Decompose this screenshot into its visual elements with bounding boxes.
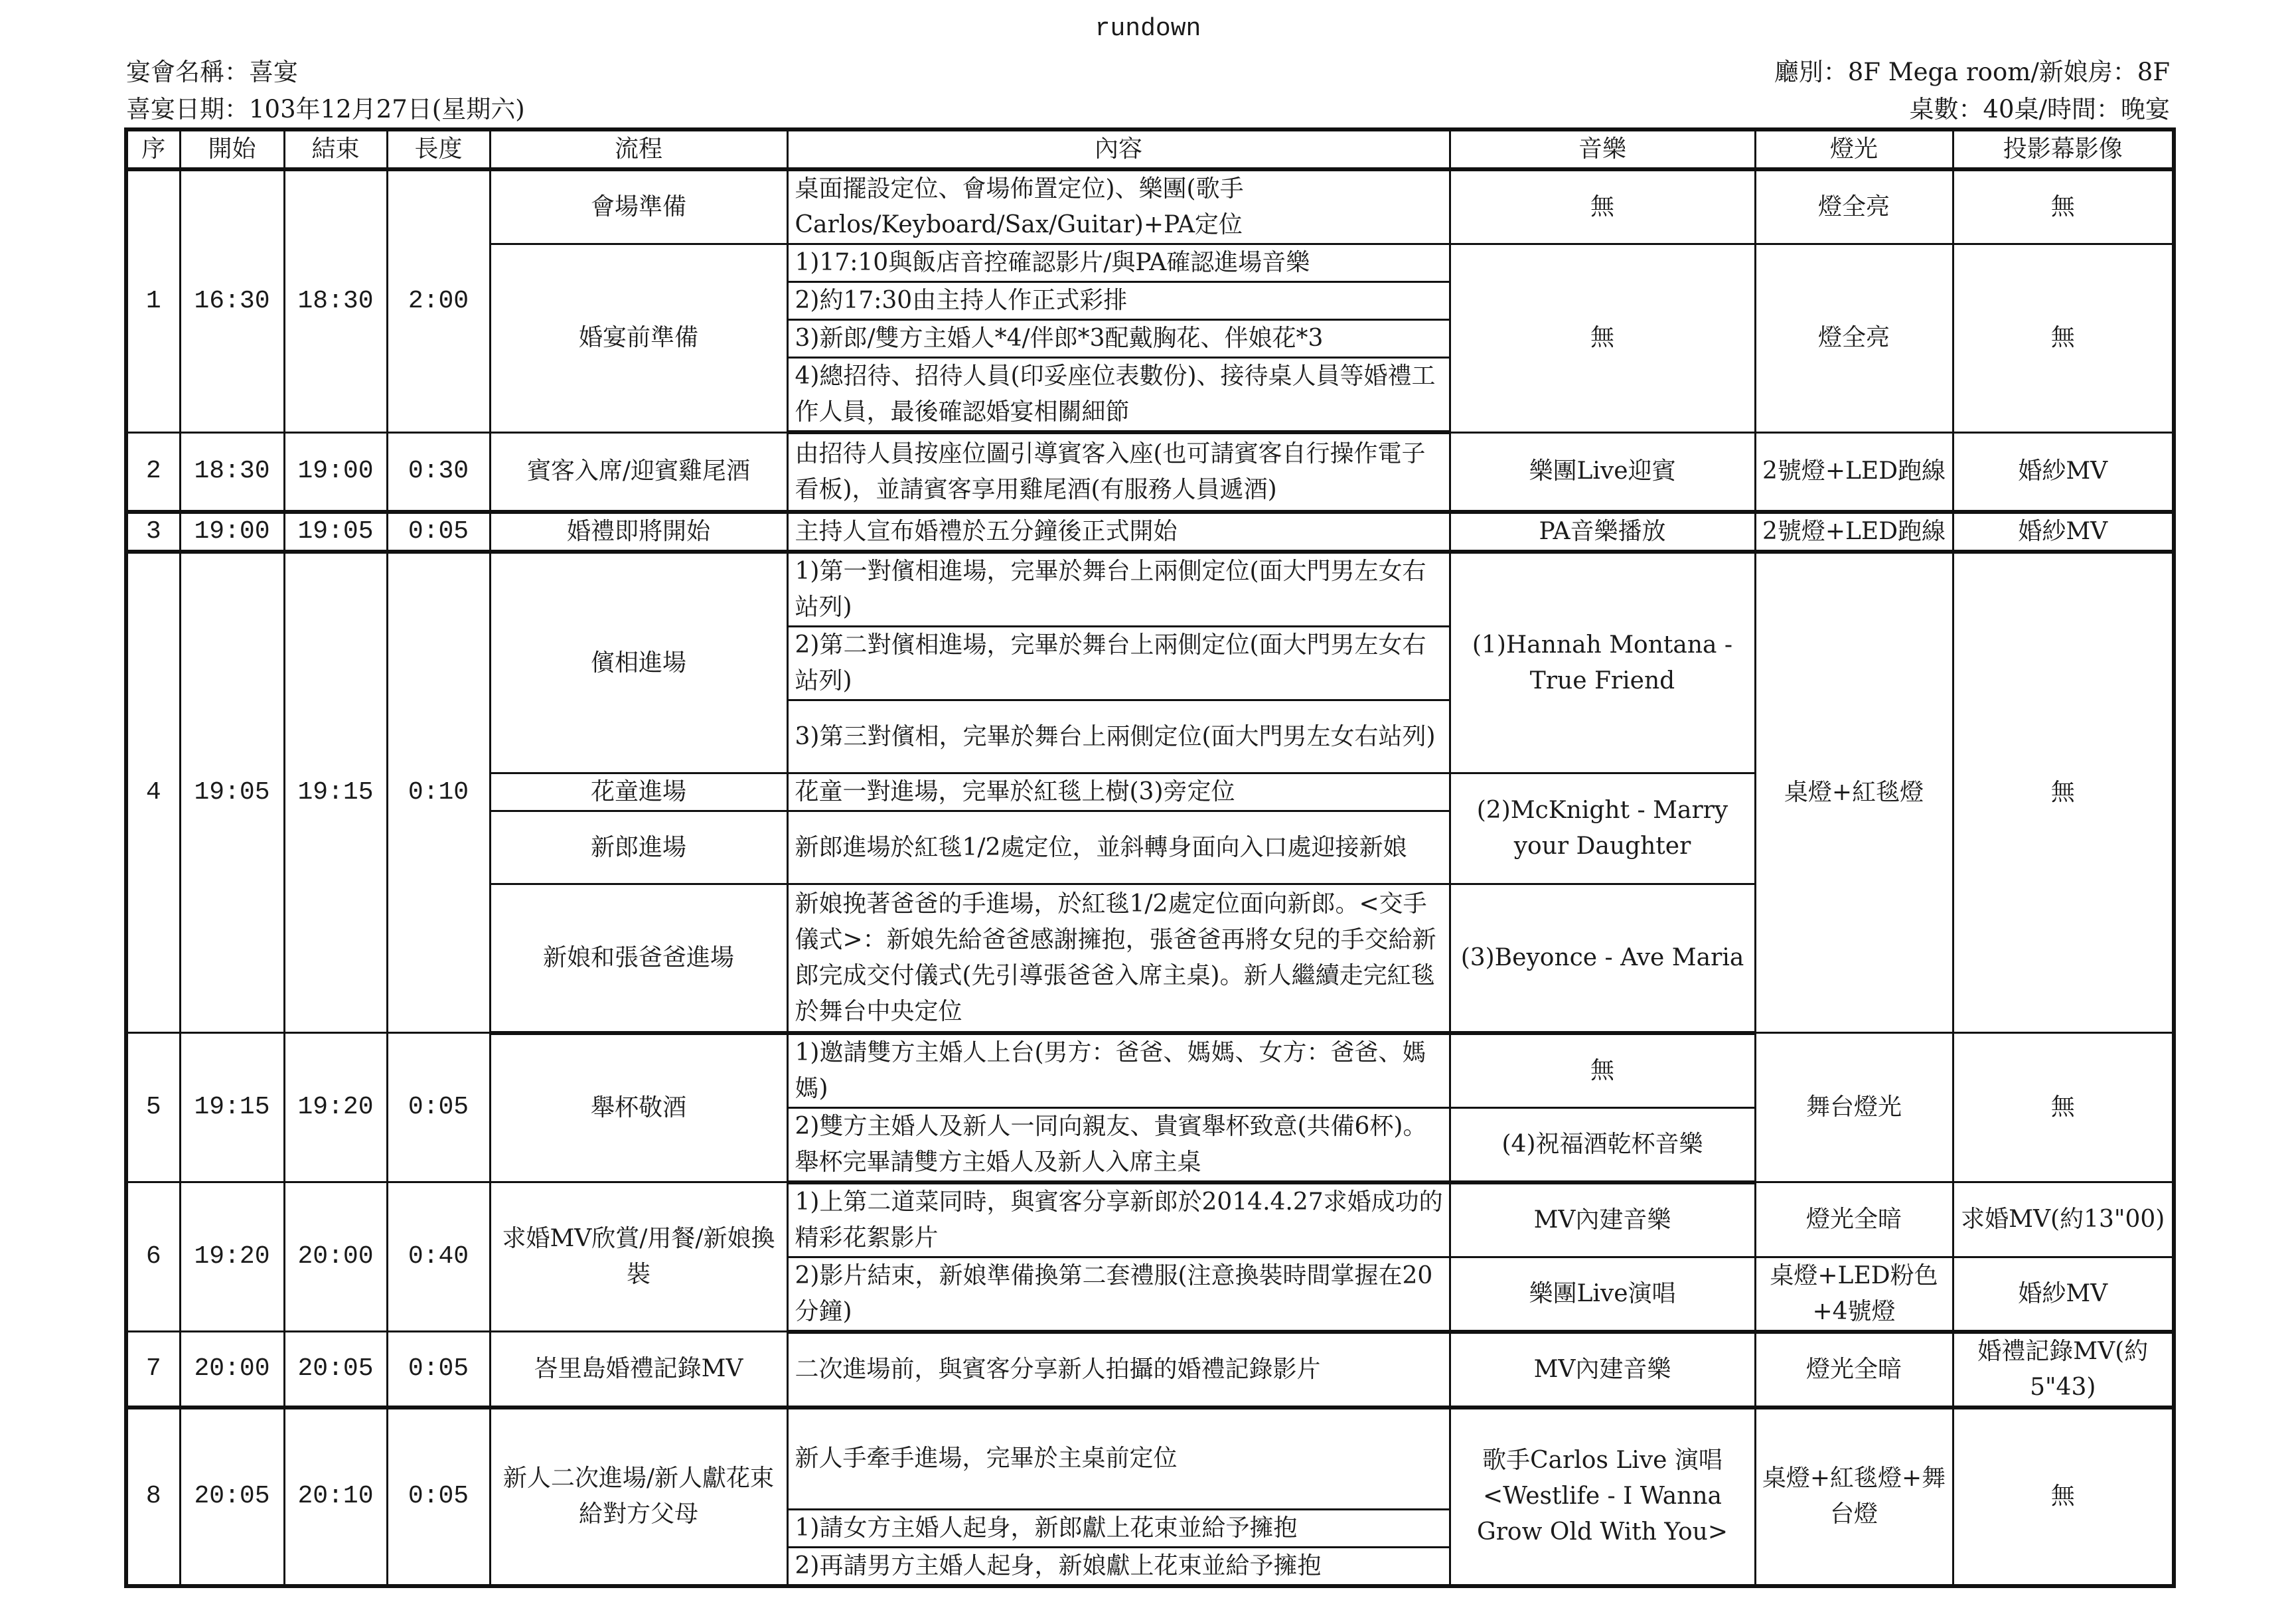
col-header-lighting: 燈光 bbox=[1755, 129, 1953, 169]
lighting-cell: 2號燈+LED跑線 bbox=[1755, 512, 1953, 552]
table-row bbox=[126, 1182, 2174, 1257]
content-cell: 3)第三對儐相，完畢於舞台上兩側定位(面大門男左女右站列) bbox=[787, 700, 1450, 773]
content-cell: 新郎進場於紅毯1/2處定位，並斜轉身面向入口處迎接新娘 bbox=[787, 811, 1450, 884]
projection-cell: 無 bbox=[1953, 1033, 2174, 1182]
col-header-seq: 序 bbox=[126, 129, 180, 169]
projection-cell: 婚禮記錄MV(約5"43) bbox=[1953, 1332, 2174, 1407]
projection-cell: 婚紗MV bbox=[1953, 432, 2174, 512]
music-cell: PA音樂播放 bbox=[1450, 512, 1755, 552]
content-cell: 2)再請男方主婚人起身，新娘獻上花束並給予擁抱 bbox=[787, 1548, 1450, 1587]
col-header-flow: 流程 bbox=[490, 129, 787, 169]
hall-info: 廳別：8F Mega room/新娘房：8F bbox=[1774, 58, 2170, 86]
lighting-cell: 燈光全暗 bbox=[1755, 1332, 1953, 1407]
projection-cell: 求婚MV(約13"00) bbox=[1953, 1182, 2174, 1257]
music-cell: 歌手Carlos Live 演唱<Westlife - I Wanna Grow Old With You> bbox=[1450, 1407, 1755, 1587]
content-cell: 2)雙方主婚人及新人一同向親友、貴賓舉杯致意(共備6杯)。舉杯完畢請雙方主婚人及新人入席主桌 bbox=[787, 1107, 1450, 1182]
end-cell: 20:00 bbox=[284, 1182, 387, 1332]
content-cell: 2)第二對儐相進場，完畢於舞台上兩側定位(面大門男左女右站列) bbox=[787, 627, 1450, 700]
flow-cell: 舉杯敬酒 bbox=[490, 1033, 787, 1182]
col-header-content: 內容 bbox=[787, 129, 1450, 169]
projection-cell: 無 bbox=[1953, 1407, 2174, 1587]
flow-cell: 新娘和張爸爸進場 bbox=[490, 884, 787, 1033]
content-cell: 1)第一對儐相進場，完畢於舞台上兩側定位(面大門男左女右站列) bbox=[787, 552, 1450, 627]
event-date: 喜宴日期：103年12月27日(星期六) bbox=[126, 95, 525, 123]
end-cell: 20:05 bbox=[284, 1332, 387, 1407]
duration-cell: 2:00 bbox=[387, 169, 490, 432]
lighting-cell: 燈全亮 bbox=[1755, 169, 1953, 244]
projection-cell: 婚紗MV bbox=[1953, 1257, 2174, 1332]
music-cell: (1)Hannah Montana - True Friend bbox=[1450, 552, 1755, 773]
flow-cell: 峇里島婚禮記錄MV bbox=[490, 1332, 787, 1407]
content-cell: 由招待人員按座位圖引導賓客入座(也可請賓客自行操作電子看板)，並請賓客享用雞尾酒(有服務人員遞酒) bbox=[787, 432, 1450, 512]
event-name: 宴會名稱：喜宴 bbox=[126, 58, 298, 86]
lighting-cell: 桌燈+LED粉色+4號燈 bbox=[1755, 1257, 1953, 1332]
col-header-music: 音樂 bbox=[1450, 129, 1755, 169]
start-cell: 20:05 bbox=[180, 1407, 284, 1587]
start-cell: 19:05 bbox=[180, 552, 284, 1033]
music-cell: MV內建音樂 bbox=[1450, 1182, 1755, 1257]
duration-cell: 0:05 bbox=[387, 1033, 490, 1182]
content-cell: 花童一對進場，完畢於紅毯上樹(3)旁定位 bbox=[787, 773, 1450, 811]
flow-cell: 花童進場 bbox=[490, 773, 787, 811]
projection-cell: 無 bbox=[1953, 244, 2174, 433]
music-cell: (2)McKnight - Marry your Daughter bbox=[1450, 773, 1755, 884]
lighting-cell: 2號燈+LED跑線 bbox=[1755, 432, 1953, 512]
document-title: rundown bbox=[1095, 15, 1201, 43]
start-cell: 19:00 bbox=[180, 512, 284, 552]
duration-cell: 0:05 bbox=[387, 1332, 490, 1407]
seq-cell: 3 bbox=[126, 512, 180, 552]
flow-cell: 會場準備 bbox=[490, 169, 787, 244]
tables-time-info: 桌數：40桌/時間：晚宴 bbox=[1909, 95, 2170, 123]
seq-cell: 8 bbox=[126, 1407, 180, 1587]
start-cell: 18:30 bbox=[180, 432, 284, 512]
content-cell: 4)總招待、招待人員(印妥座位表數份)、接待桌人員等婚禮工作人員，最後確認婚宴相關細節 bbox=[787, 358, 1450, 433]
start-cell: 20:00 bbox=[180, 1332, 284, 1407]
content-cell: 1)請女方主婚人起身，新郎獻上花束並給予擁抱 bbox=[787, 1510, 1450, 1548]
seq-cell: 4 bbox=[126, 552, 180, 1033]
music-cell: 樂團Live演唱 bbox=[1450, 1257, 1755, 1332]
col-header-start: 開始 bbox=[180, 129, 284, 169]
music-cell: 無 bbox=[1450, 1033, 1755, 1108]
table-row bbox=[126, 552, 2174, 627]
content-cell: 3)新郎/雙方主婚人*4/伴郎*3配戴胸花、伴娘花*3 bbox=[787, 320, 1450, 358]
end-cell: 19:20 bbox=[284, 1033, 387, 1182]
projection-cell: 婚紗MV bbox=[1953, 512, 2174, 552]
table-row bbox=[126, 512, 2174, 552]
lighting-cell: 桌燈+紅毯燈 bbox=[1755, 552, 1953, 1033]
projection-cell: 無 bbox=[1953, 552, 2174, 1033]
start-cell: 19:20 bbox=[180, 1182, 284, 1332]
rundown-table bbox=[124, 127, 2176, 1588]
content-cell: 桌面擺設定位、會場佈置定位)、樂團(歌手Carlos/Keyboard/Sax/Guitar)+PA定位 bbox=[787, 169, 1450, 244]
music-cell: MV內建音樂 bbox=[1450, 1332, 1755, 1407]
end-cell: 19:00 bbox=[284, 432, 387, 512]
content-cell: 新娘挽著爸爸的手進場，於紅毯1/2處定位面向新郎。<交手儀式>：新娘先給爸爸感謝擁抱，張爸爸再將女兒的手交給新郎完成交付儀式(先引導張爸爸入席主桌)。新人繼續走完紅毯於舞台中央定位 bbox=[787, 884, 1450, 1033]
music-cell: 無 bbox=[1450, 244, 1755, 433]
table-row bbox=[126, 432, 2174, 512]
flow-cell: 新郎進場 bbox=[490, 811, 787, 884]
seq-cell: 7 bbox=[126, 1332, 180, 1407]
music-cell: (4)祝福酒乾杯音樂 bbox=[1450, 1107, 1755, 1182]
content-cell: 1)邀請雙方主婚人上台(男方：爸爸、媽媽、女方：爸爸、媽媽) bbox=[787, 1033, 1450, 1108]
duration-cell: 0:40 bbox=[387, 1182, 490, 1332]
content-cell: 主持人宣布婚禮於五分鐘後正式開始 bbox=[787, 512, 1450, 552]
end-cell: 19:05 bbox=[284, 512, 387, 552]
duration-cell: 0:10 bbox=[387, 552, 490, 1033]
table-header-row bbox=[126, 129, 2174, 169]
start-cell: 16:30 bbox=[180, 169, 284, 432]
seq-cell: 6 bbox=[126, 1182, 180, 1332]
flow-cell: 賓客入席/迎賓雞尾酒 bbox=[490, 432, 787, 512]
start-cell: 19:15 bbox=[180, 1033, 284, 1182]
table-row bbox=[126, 169, 2174, 244]
music-cell: 無 bbox=[1450, 169, 1755, 244]
content-cell: 新人手牽手進場，完畢於主桌前定位 bbox=[787, 1407, 1450, 1510]
flow-cell: 新人二次進場/新人獻花束給對方父母 bbox=[490, 1407, 787, 1587]
table-row bbox=[126, 1332, 2174, 1407]
duration-cell: 0:30 bbox=[387, 432, 490, 512]
end-cell: 19:15 bbox=[284, 552, 387, 1033]
end-cell: 20:10 bbox=[284, 1407, 387, 1587]
seq-cell: 2 bbox=[126, 432, 180, 512]
duration-cell: 0:05 bbox=[387, 1407, 490, 1587]
lighting-cell: 桌燈+紅毯燈+舞台燈 bbox=[1755, 1407, 1953, 1587]
lighting-cell: 燈全亮 bbox=[1755, 244, 1953, 433]
content-cell: 2)影片結束，新娘準備換第二套禮服(注意換裝時間掌握在20分鐘) bbox=[787, 1257, 1450, 1332]
flow-cell: 儐相進場 bbox=[490, 552, 787, 773]
table-row bbox=[126, 1407, 2174, 1510]
content-cell: 1)上第二道菜同時，與賓客分享新郎於2014.4.27求婚成功的精彩花絮影片 bbox=[787, 1182, 1450, 1257]
music-cell: (3)Beyonce - Ave Maria bbox=[1450, 884, 1755, 1033]
seq-cell: 5 bbox=[126, 1033, 180, 1182]
content-cell: 二次進場前，與賓客分享新人拍攝的婚禮記錄影片 bbox=[787, 1332, 1450, 1407]
music-cell: 樂團Live迎賓 bbox=[1450, 432, 1755, 512]
content-cell: 1)17:10與飯店音控確認影片/與PA確認進場音樂 bbox=[787, 244, 1450, 282]
lighting-cell: 燈光全暗 bbox=[1755, 1182, 1953, 1257]
col-header-projection: 投影幕影像 bbox=[1953, 129, 2174, 169]
flow-cell: 求婚MV欣賞/用餐/新娘換裝 bbox=[490, 1182, 787, 1332]
projection-cell: 無 bbox=[1953, 169, 2174, 244]
lighting-cell: 舞台燈光 bbox=[1755, 1033, 1953, 1182]
content-cell: 2)約17:30由主持人作正式彩排 bbox=[787, 282, 1450, 320]
col-header-end: 結束 bbox=[284, 129, 387, 169]
col-header-duration: 長度 bbox=[387, 129, 490, 169]
flow-cell: 婚宴前準備 bbox=[490, 244, 787, 433]
table-row bbox=[126, 1033, 2174, 1108]
seq-cell: 1 bbox=[126, 169, 180, 432]
flow-cell: 婚禮即將開始 bbox=[490, 512, 787, 552]
duration-cell: 0:05 bbox=[387, 512, 490, 552]
end-cell: 18:30 bbox=[284, 169, 387, 432]
